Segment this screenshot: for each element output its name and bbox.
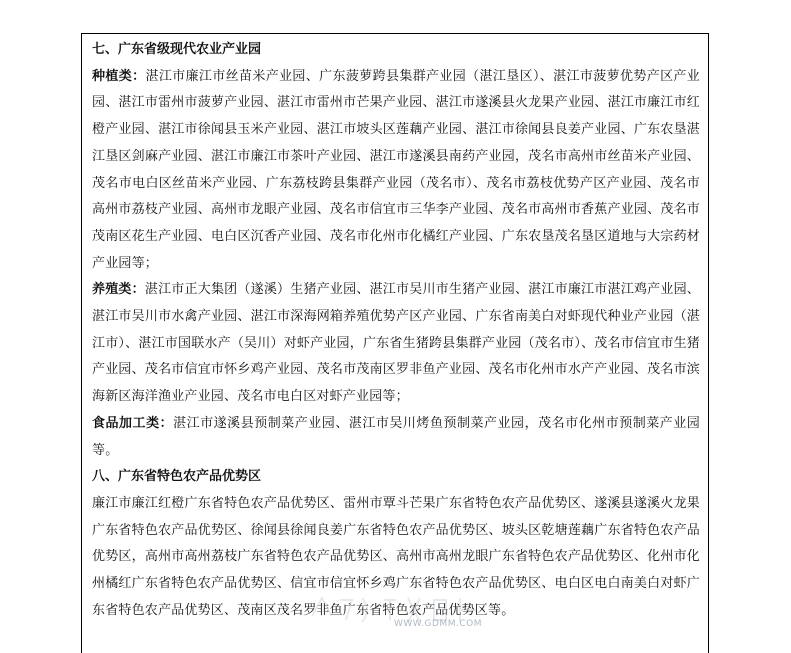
section-7-title: 七、广东省级现代农业产业园 <box>92 42 262 57</box>
section-8-title: 八、广东省特色农产品优势区 <box>92 469 262 485</box>
document-body <box>92 37 700 624</box>
planting-label: 种植类： <box>92 68 146 84</box>
watermark-text: WWW.GDMM.COM <box>394 619 482 629</box>
planting-text: 湛江市廉江市丝苗米产业园、广东菠萝跨县集群产业园（湛江垦区）、湛江市菠萝优势产区产业园、湛江市雷州市菠萝产业园、湛江市雷州市芒果产业园、湛江市遂溪县火龙果产业园、湛江市廉江市红橙产业园、湛江市徐闻县玉米产业园、湛江市坡头区莲藕产业园、湛江市徐闻县良姜产业园、广东农垦湛江垦区剑麻产业园、湛江市廉江市茶叶产业园、湛江市遂溪县南药产业园，茂名市高州市丝苗米产业园、茂名市电白区丝苗米产业园、广东荔枝跨县集群产业园（茂名市）、茂名市荔枝优势产区产业园、茂名市高州市荔枝产业园、高州市龙眼产业园、茂名市信宜市三华李产业园、茂名市高州市香蕉产业园、茂名市茂南区花生产业园、电白区沉香产业园、茂名市化州市化橘红产业园、广东农垦茂名垦区道地与大宗药材产业园等； <box>92 68 700 271</box>
breeding-label: 养殖类： <box>92 282 145 298</box>
breeding-text: 湛江市正大集团（遂溪）生猪产业园、湛江市吴川市生猪产业园、湛江市廉江市湛江鸡产业园、湛江市吴川市水禽产业园、湛江市深海网箱养殖优势产区产业园、广东省南美白对虾现代种业产业园（湛江市）、湛江市国联水产（吴川）对虾产业园，广东省生猪跨县集群产业园（茂名市）、茂名市信宜市生猪产业园、茂名市信宜市怀乡鸡产业园、茂名市茂南区罗非鱼产业园、茂名市化州市水产产业园、茂名市滨海新区海洋渔业产业园、茂名市电白区对虾产业园等； <box>92 282 700 405</box>
section-8-paragraph: 廉江市廉江红橙广东省特色农产品优势区、雷州市覃斗芒果广东省特色农产品优势区、遂溪县遂溪火龙果广东省特色农产品优势区、徐闻县徐闻良姜广东省特色农产品优势区、坡头区乾塘莲藕广东省特色农产品优势区，高州市高州荔枝广东省特色农产品优势区、高州市高州龙眼广东省特色农产品优势区、化州市化州橘红广东省特色农产品优势区、信宜市信宜怀乡鸡广东省特色农产品优势区、电白区电白南美白对虾广东省特色农产品优势区、茂南区茂名罗非鱼广东省特色农产品优势区等。 <box>92 495 700 618</box>
planting-paragraph <box>92 64 700 278</box>
breeding-paragraph <box>92 277 700 411</box>
food-processing-label: 食品加工类： <box>92 415 174 431</box>
food-processing-text: 湛江市遂溪县预制菜产业园、湛江市吴川烤鱼预制菜产业园，茂名市化州市预制菜产业园等。 <box>92 415 700 458</box>
food-processing-paragraph <box>92 411 700 464</box>
